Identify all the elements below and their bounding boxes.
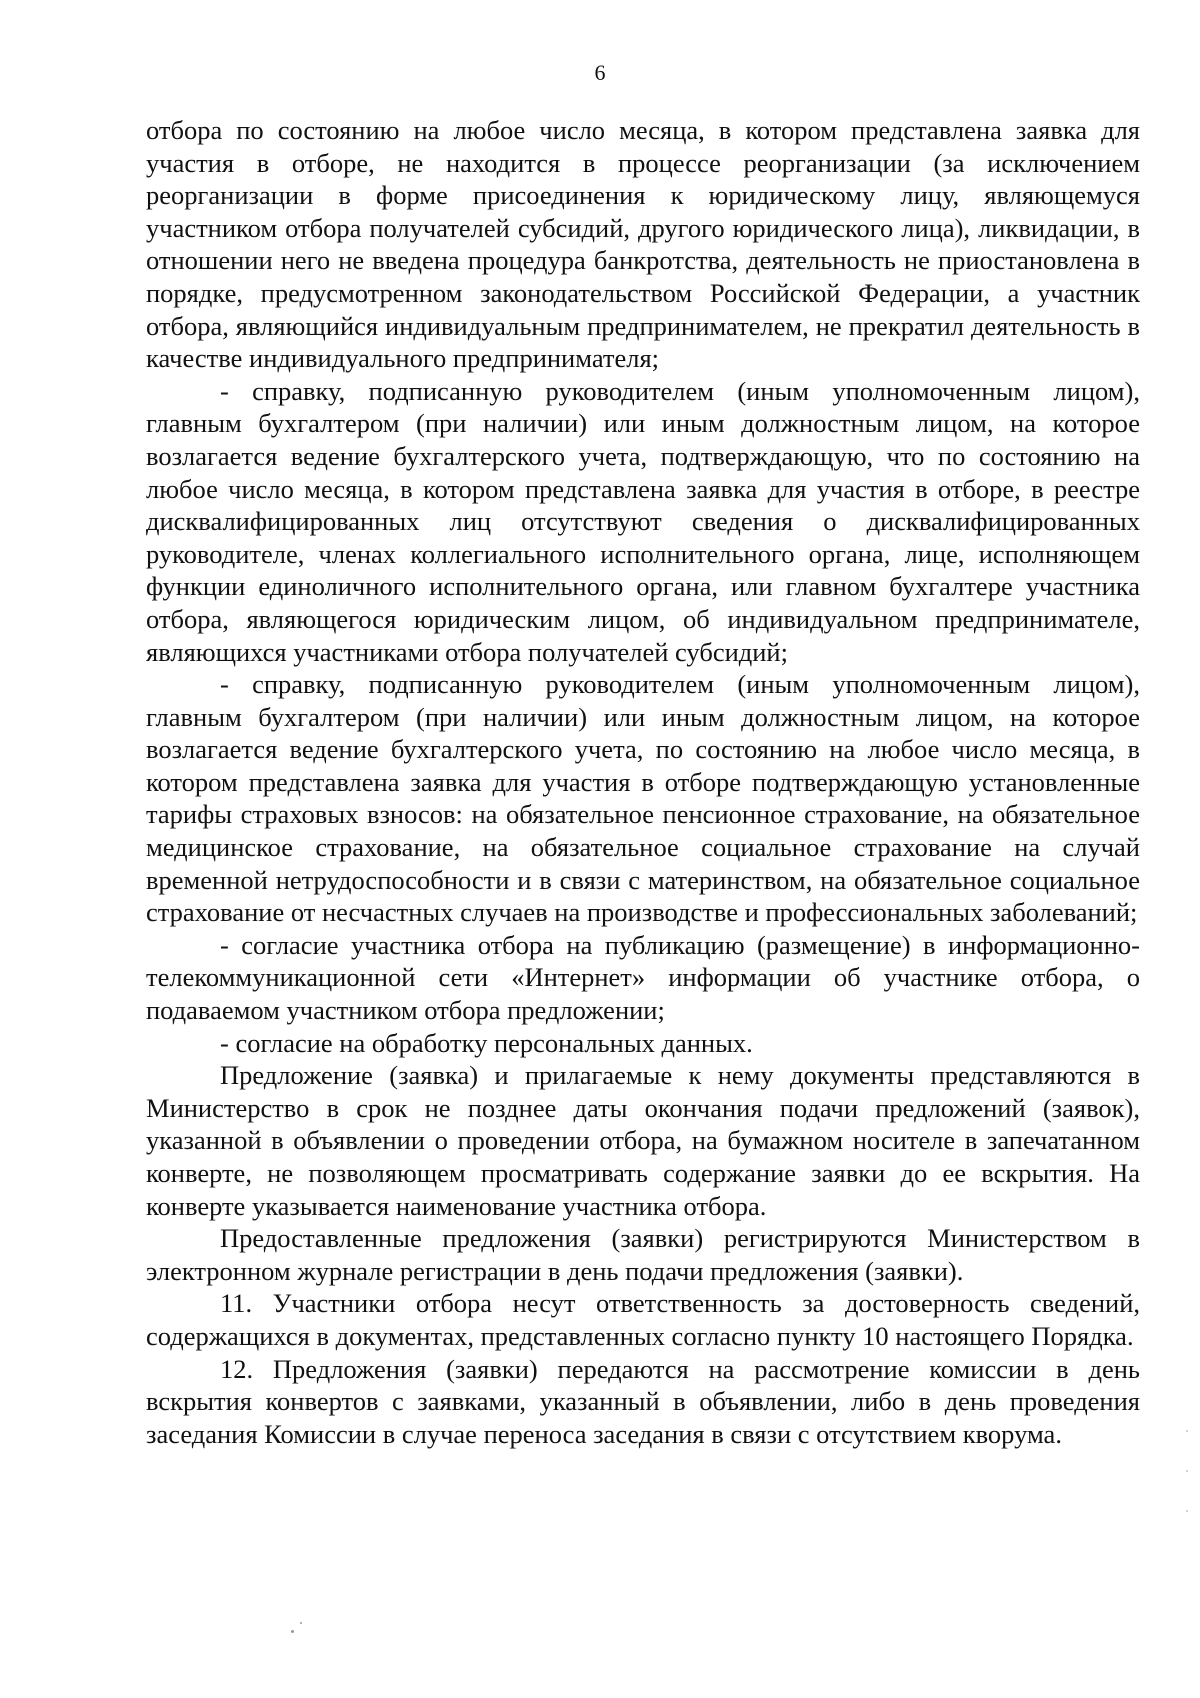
page-number: 6 — [594, 60, 606, 85]
paragraph-publication-consent: - согласие участника отбора на публикацию (размещение) в информационно-телекоммуникационной сети «Интернет» информации об участнике отбора, о подаваемом участником отбора предложении; — [146, 929, 1140, 1026]
paragraph-registration: Предоставленные предложения (заявки) регистрируются Министерством в электронном журнале регистрации в день подачи предложения (заявки). — [146, 1223, 1140, 1286]
paragraph-clause-11: 11. Участники отбора несут ответственность за достоверность сведений, содержащихся в документах, представленных согласно пункту 10 настоящего Порядка. — [146, 1288, 1140, 1351]
paragraph-continuation: отбора по состоянию на любое число месяца, в котором представлена заявка для участия в отборе, не находится в процессе реорганизации (за исключением реорганизации в форме присоединения к юридическому лицу, являющемуся участником отбора получателей субсидий, другого юридического лица), ликвидации, в отношении него не введена процедура банкротства, деятельность не приостановлена в порядке, предусмотренном законодательством Российской Федерации, а участник отбора, являющийся индивидуальным предпринимателем, не прекратил деятельность в качестве индивидуального предпринимателя; — [146, 115, 1140, 374]
paragraph-personal-data-consent: - согласие на обработку персональных данных. — [220, 1027, 753, 1058]
scan-speck — [291, 1630, 294, 1633]
paragraph-submission-procedure: Предложение (заявка) и прилагаемые к нему документы представляются в Министерство в срок не позднее даты окончания подачи предложений (заявок), указанной в объявлении о проведении отбора, на бумажном носителе в запечатанном конверте, не позволяющем просматривать содержание заявки до ее вскрытия. На конверте указывается наименование участника отбора. — [146, 1060, 1140, 1221]
scan-speck — [1186, 1430, 1188, 1432]
paragraph-insurance-tariffs-certificate: - справку, подписанную руководителем (иным уполномоченным лицом), главным бухгалтером (при наличии) или иным должностным лицом, на которое возлагается ведение бухгалтерского учета, по состоянию на любое число месяца, в котором представлена заявка для участия в отборе подтверждающую установленные тарифы страховых взносов: на обязательное пенсионное страхование, на обязательное медицинское страхование, на обязательное социальное страхование на случай временной нетрудоспособности и в связи с материнством, на обязательное социальное страхование от несчастных случаев на производстве и профессиональных заболеваний; — [146, 669, 1140, 928]
document-body — [146, 114, 1140, 1450]
scan-speck — [300, 1622, 302, 1624]
scan-speck — [1186, 1470, 1188, 1472]
scan-speck — [1186, 1510, 1188, 1512]
paragraph-disqualified-persons-certificate: - справку, подписанную руководителем (иным уполномоченным лицом), главным бухгалтером (при наличии) или иным должностным лицом, на которое возлагается ведение бухгалтерского учета, подтверждающую, что по состоянию на любое число месяца, в котором представлена заявка для участия в отборе, в реестре дисквалифицированных лиц отсутствуют сведения о дисквалифицированных руководителе, членах коллегиального исполнительного органа, лице, исполняющем функции единоличного исполнительного органа, или главном бухгалтере участника отбора, являющегося юридическим лицом, об индивидуальном предпринимателе, являющихся участниками отбора получателей субсидий; — [146, 375, 1140, 667]
paragraph-clause-12: 12. Предложения (заявки) передаются на рассмотрение комиссии в день вскрытия конвертов с заявками, указанный в объявлении, либо в день проведения заседания Комиссии в случае переноса заседания в связи с отсутствием кворума. — [146, 1353, 1140, 1449]
